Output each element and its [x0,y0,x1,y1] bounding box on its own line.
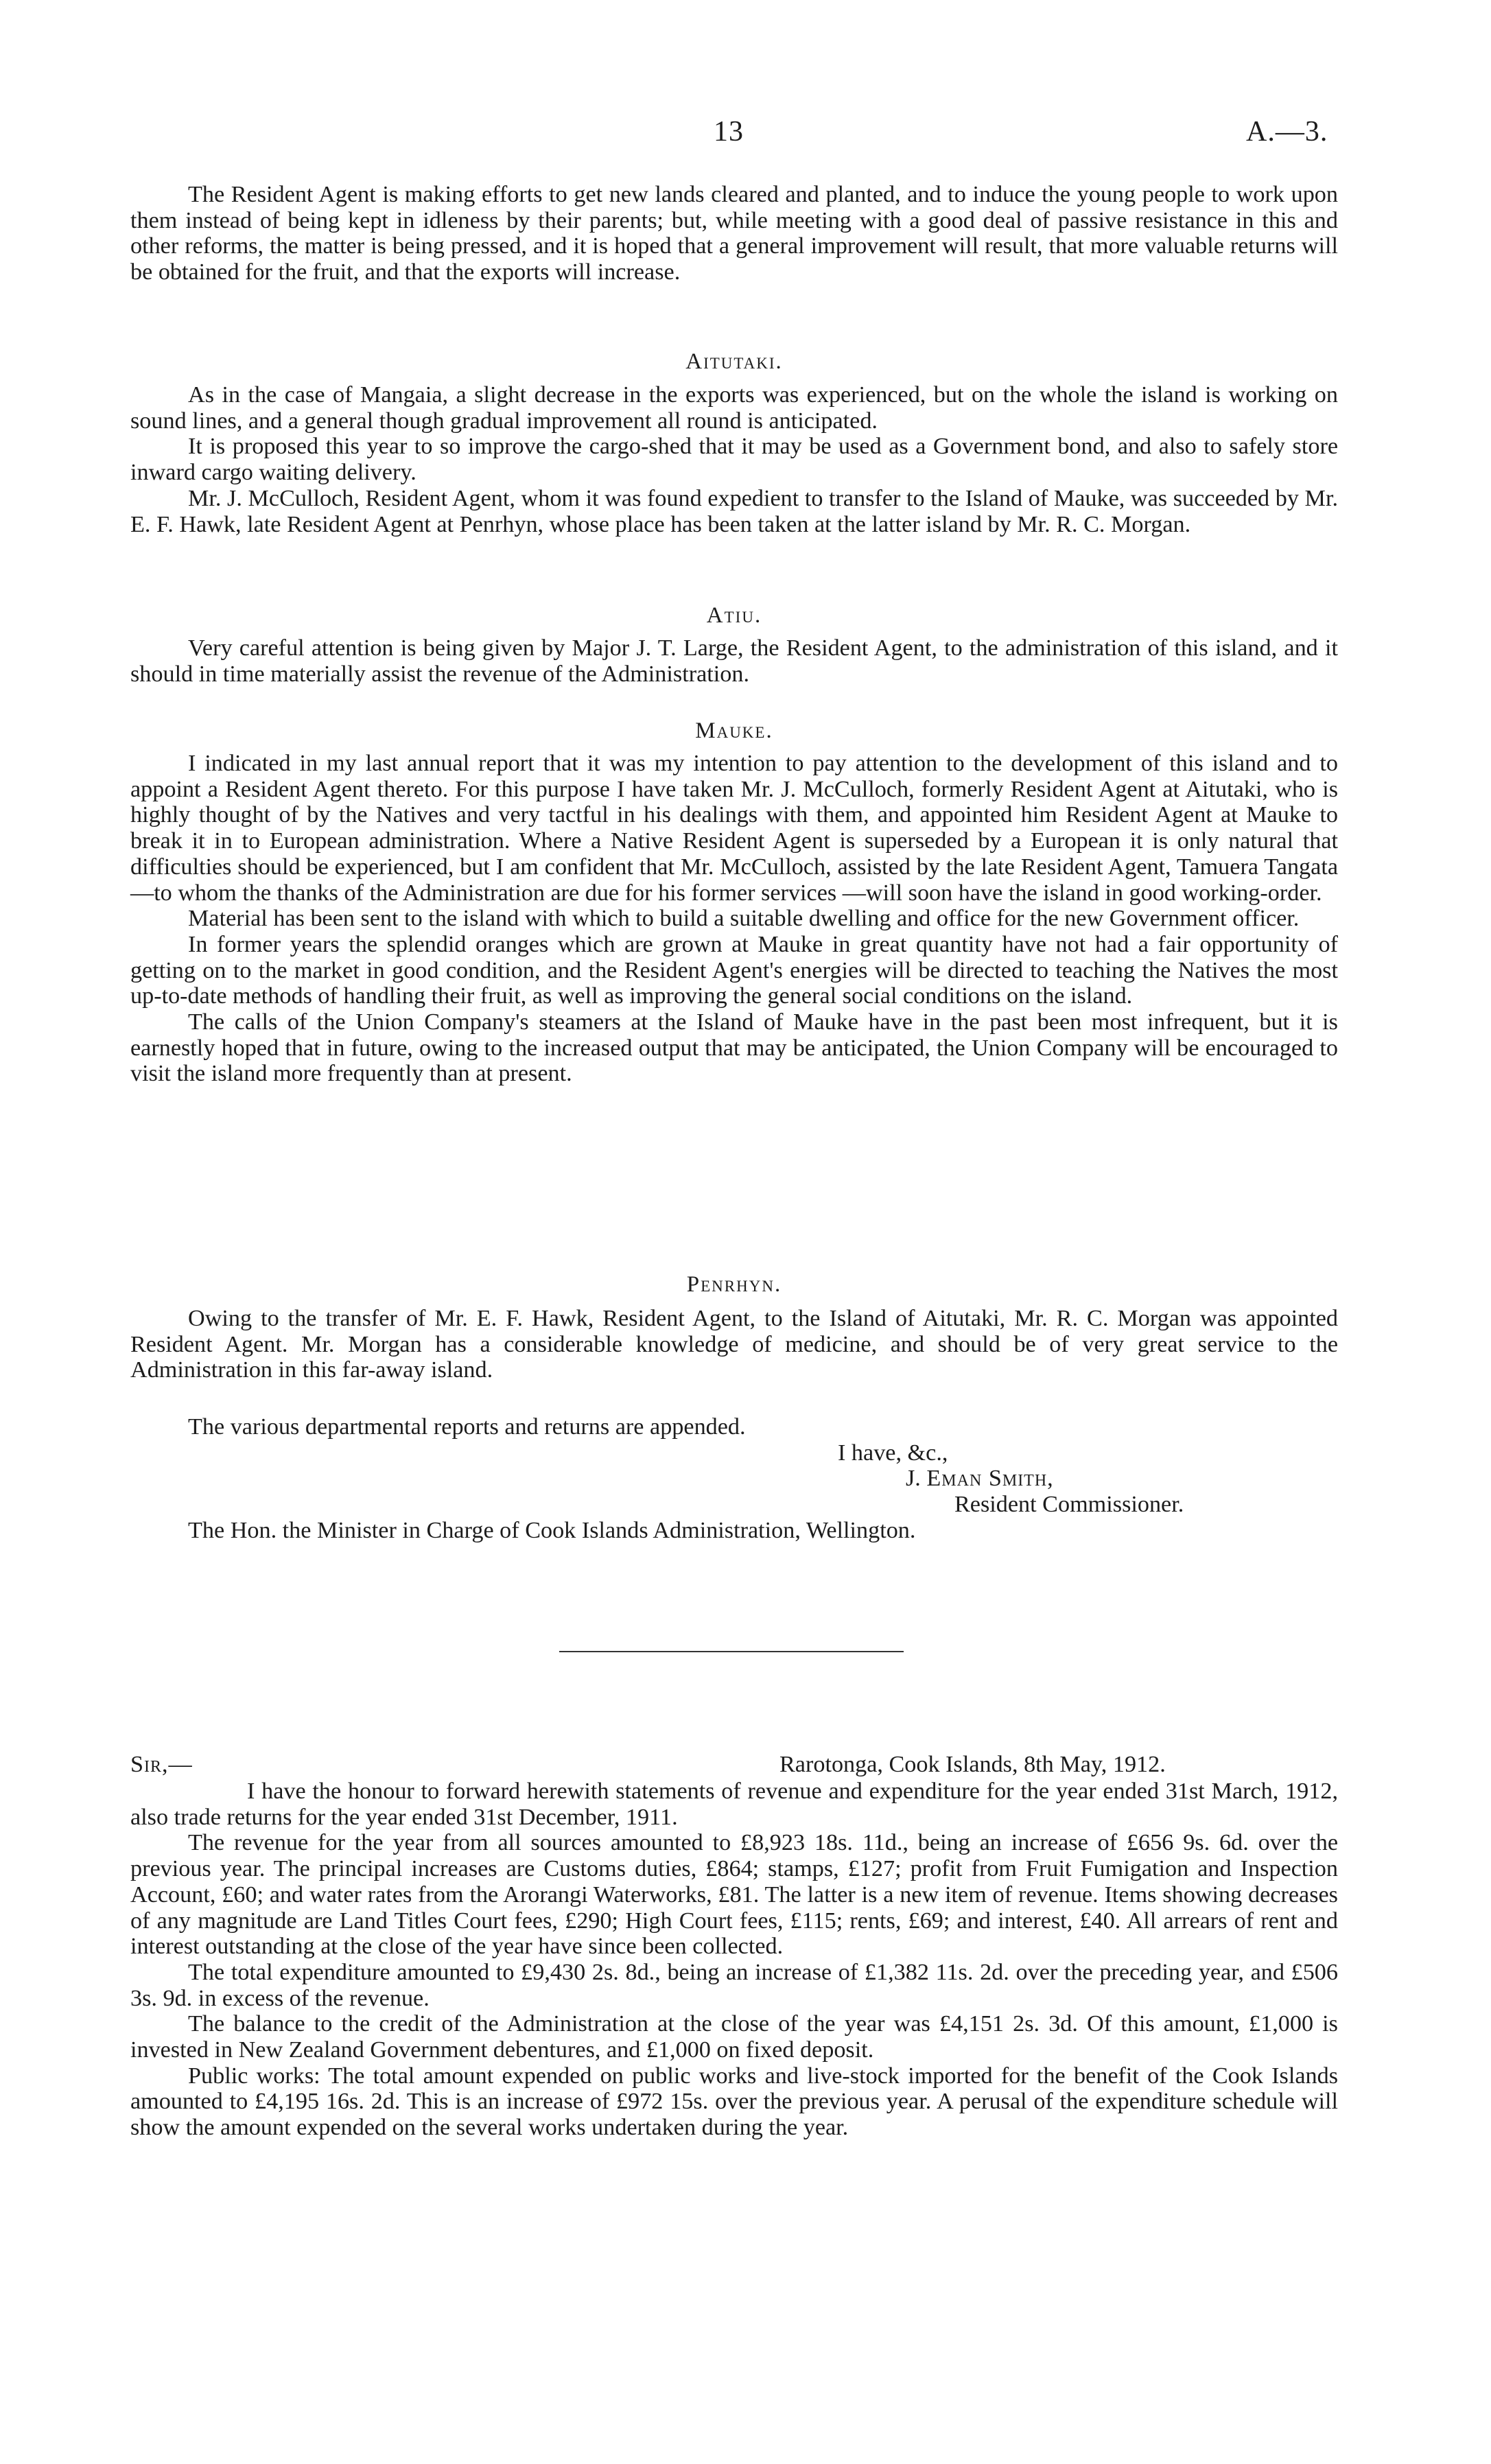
addressee: The Hon. the Minister in Charge of Cook Islands Administration, Wellington. [188,1517,916,1543]
aitutaki-paragraph: As in the case of Mangaia, a slight decrease in the exports was experienced, but on the whole the island is working on sound lines, and a general though gradual improvement all round is anticipated. [130,382,1338,434]
penrhyn-heading-block [130,1271,1338,1298]
signatory-name: Eman Smith, [926,1466,1054,1492]
mauke-section [130,751,1338,1087]
atiu-section [130,635,1338,687]
mauke-paragraph: I indicated in my last annual report that it was my intention to pay attention to the development of this island and to appoint a Resident Agent thereto. For this purpose I have taken Mr. J. McCulloch, formerly Resident Agent at Aitutaki, who is highly thought of by the Natives and very tactful in his dealings with them, and appointed him Resident Agent at Mauke to break it in to European administration. Where a Native Resident Agent is superseded by a European it is only natural that difficulties should be experienced, but I am confident that Mr. McCulloch, assisted by the late Resident Agent, Tamuera Tangata—to whom the thanks of the Administration are due for his former services —will soon have the island in good working-order. [130,751,1338,906]
letter-paragraph: The total expenditure amounted to £9,430 2s. 8d., being an increase of £1,382 11s. 2d. over the preceding year, and £506 3s. 9d. in excess of the revenue. [130,1959,1338,2011]
mauke-paragraph: The calls of the Union Company's steamers at the Island of Mauke have in the past been most infrequent, but it is earnestly hoped that in future, owing to the increased output that may be anticipated, the Union Company will be encouraged to visit the island more frequently than at present. [130,1009,1338,1087]
mauke-paragraph: Material has been sent to the island with which to build a suitable dwelling and office for the new Government officer. [188,906,1300,932]
intro-paragraph: The Resident Agent is making efforts to get new lands cleared and planted, and to induce the young people to work upon them instead of being kept in idleness by their parents; but, while meeting with a good deal of passive resistance in this and other reforms, the matter is being pressed, and it is hoped that a general improvement will result, that more valuable returns will be obtained for the fruit, and that the exports will increase. [130,182,1338,285]
appended-note: The various departmental reports and returns are appended. [188,1414,746,1440]
place-date: Rarotonga, Cook Islands, 8th May, 1912. [779,1752,1166,1777]
atiu-paragraph: Very careful attention is being given by Major J. T. Large, the Resident Agent, to the administration of this island, and it should in time materially assist the revenue of the Administration. [130,635,1338,687]
intro-section [130,182,1338,285]
closing-block [130,1414,1338,1544]
letter-paragraph: Public works: The total amount expended on public works and live-stock imported for the benefit of the Cook Islands amounted to £4,195 16s. 2d. This is an increase of £972 15s. over the previous year. A perusal of the expenditure schedule will show the amount expended on the several works undertaken during the year. [130,2063,1338,2141]
aitutaki-heading-block [130,348,1338,375]
letter-paragraph: The revenue for the year from all sources amounted to £8,923 18s. 11d., being an increase of £656 9s. 6d. over the previous year. The principal increases are Customs duties, £864; stamps, £127; profit from Fruit Fumigation and Inspection Account, £60; and water rates from the Arorangi Waterworks, £81. The latter is a new item of revenue. Items showing decreases of any magnitude are Land Titles Court fees, £290; High Court fees, £115; rents, £69; and interest, £40. All arrears of rent and interest outstanding at the close of the year have since been collected. [130,1830,1338,1960]
section-heading-aitutaki: Aitutaki. [685,349,783,374]
aitutaki-section [130,382,1338,537]
section-heading-penrhyn: Penrhyn. [686,1272,782,1297]
section-divider [559,1651,904,1652]
salutation: Sir,— [130,1752,193,1777]
section-heading-mauke: Mauke. [695,718,773,743]
penrhyn-paragraph: Owing to the transfer of Mr. E. F. Hawk, Resident Agent, to the Island of Aitutaki, Mr. R. C. Morgan was appointed Resident Agent. Mr. Morgan has a considerable knowledge of medicine, and should be of very great service to the Administration in this far-away island. [130,1306,1338,1383]
letter-paragraph: I have the honour to forward herewith statements of revenue and expenditure for the year ended 31st March, 1912, also trade returns for the year ended 31st December, 1911. [130,1779,1338,1830]
aitutaki-paragraph: It is proposed this year to so improve the cargo-shed that it may be used as a Government bond, and also to safely store inward cargo waiting delivery. [130,434,1338,486]
mauke-heading-block [130,717,1338,744]
letter-paragraph: The balance to the credit of the Administration at the close of the year was £4,151 2s. 3d. Of this amount, £1,000 is invested in New Zealand Government debentures, and £1,000 on fixed deposit. [130,2011,1338,2063]
signatory [906,1466,1338,1492]
document-reference: A.—3. [1246,116,1328,148]
section-heading-atiu: Atiu. [706,603,762,628]
page-number: 13 [714,116,744,148]
letter-heading [130,1752,1338,1779]
atiu-heading-block [130,602,1338,629]
penrhyn-section [130,1306,1338,1383]
signatory-title: Resident Commissioner. [954,1492,1184,1518]
letter-body [130,1779,1338,2141]
signatory-initial: J. [906,1466,921,1492]
sign-off: I have, &c., [838,1440,948,1466]
page-header [0,115,1491,156]
mauke-paragraph: In former years the splendid oranges which are grown at Mauke in great quantity have not had a fair opportunity of getting on to the market in good condition, and the Resident Agent's energies will be directed to teaching the Natives the most up-to-date methods of handling their fruit, as well as improving the general social conditions on the island. [130,931,1338,1009]
aitutaki-paragraph: Mr. J. McCulloch, Resident Agent, whom it was found expedient to transfer to the Island of Mauke, was succeeded by Mr. E. F. Hawk, late Resident Agent at Penrhyn, whose place has been taken at the latter island by Mr. R. C. Morgan. [130,485,1338,537]
